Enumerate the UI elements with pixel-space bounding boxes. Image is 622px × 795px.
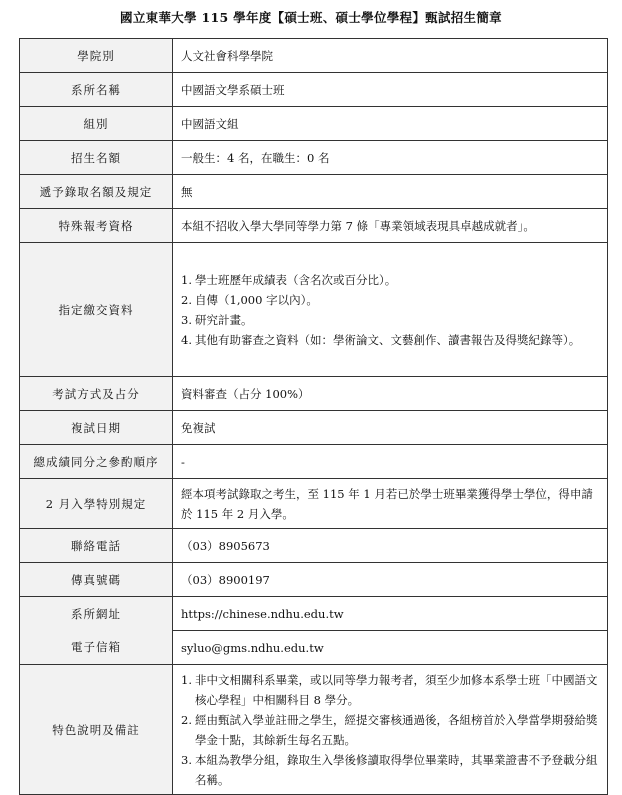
documents-list: [181, 270, 602, 350]
feb-admission-value: 經本項考試錄取之考生，至 115 年 1 月若已於學士班畢業獲得學士學位，得申請於 115 年 2 月入學。: [173, 479, 608, 529]
remarks-value: [173, 665, 608, 795]
table-row: [20, 665, 608, 795]
remarks-list: [181, 670, 602, 790]
table-row: [20, 479, 608, 529]
reserve-value: 無: [173, 175, 608, 209]
contact-values: [173, 597, 608, 665]
list-item: 1. 學士班歷年成績表（含名次或百分比）。: [181, 272, 397, 287]
tie-order-label: 總成績同分之參酌順序: [20, 445, 173, 479]
phone-value: （03）8905673: [173, 529, 608, 563]
retest-date-value: 免複試: [173, 411, 608, 445]
fax-label: 傳真號碼: [20, 563, 173, 597]
website-label: 系所網址: [71, 607, 121, 621]
college-label: 學院別: [20, 39, 173, 73]
retest-date-label: 複試日期: [20, 411, 173, 445]
department-value: 中國語文學系碩士班: [173, 73, 608, 107]
phone-label: 聯絡電話: [20, 529, 173, 563]
table-row: [20, 209, 608, 243]
tie-order-value: -: [173, 445, 608, 479]
documents-value: [173, 243, 608, 377]
table-row: [20, 107, 608, 141]
table-row: [20, 563, 608, 597]
remarks-label: 特色說明及備註: [20, 665, 173, 795]
document-title: 國立東華大學 115 學年度【碩士班、碩士學位學程】甄試招生簡章: [120, 10, 502, 25]
list-item: 3. 研究計畫。: [181, 312, 253, 327]
email-value[interactable]: syluo@gms.ndhu.edu.tw: [181, 640, 324, 655]
table-row: [20, 73, 608, 107]
feb-admission-label: 2 月入學特別規定: [20, 479, 173, 529]
quota-value: 一般生：4 名，在職生：0 名: [173, 141, 608, 175]
table-row: [20, 243, 608, 377]
reserve-label: 遞予錄取名額及規定: [20, 175, 173, 209]
contact-labels: [20, 597, 173, 665]
list-item: 1. 非中文相關科系畢業，或以同等學力報考者，須至少加修本系學士班「中國語文核心學程」中相關科目 8 學分。: [181, 672, 598, 707]
table-row: [20, 411, 608, 445]
list-item: 4. 其他有助審查之資料（如：學術論文、文藝創作、讀書報告及得獎紀錄等）。: [181, 332, 581, 347]
list-item: 3. 本組為教學分組，錄取生入學後修讀取得學位畢業時，其畢業證書不予登載分組名稱。: [181, 752, 598, 787]
fax-value: （03）8900197: [173, 563, 608, 597]
table-row: [20, 141, 608, 175]
list-item: 2. 自傳（1,000 字以內）。: [181, 292, 318, 307]
table-row: [20, 175, 608, 209]
table-row: [20, 377, 608, 411]
group-value: 中國語文組: [173, 107, 608, 141]
exam-method-label: 考試方式及占分: [20, 377, 173, 411]
table-row: [20, 529, 608, 563]
documents-label: 指定繳交資料: [20, 243, 173, 377]
table-row: [20, 39, 608, 73]
admission-info-table: [19, 38, 608, 795]
special-qualification-value: 本組不招收入學大學同等學力第 7 條「專業領域表現具卓越成就者」。: [173, 209, 608, 243]
special-qualification-label: 特殊報考資格: [20, 209, 173, 243]
table-row: [20, 445, 608, 479]
quota-label: 招生名額: [20, 141, 173, 175]
department-label: 系所名稱: [20, 73, 173, 107]
group-label: 組別: [20, 107, 173, 141]
email-label: 電子信箱: [71, 640, 121, 654]
list-item: 2. 經由甄試入學並註冊之學生，經提交審核通過後，各組榜首於入學當學期發給獎學金十點，其餘新生每名五點。: [181, 712, 598, 747]
table-row: [20, 597, 608, 665]
website-value[interactable]: https://chinese.ndhu.edu.tw: [173, 597, 607, 631]
college-value: 人文社會科學學院: [173, 39, 608, 73]
exam-method-value: 資料審查（占分 100%）: [173, 377, 608, 411]
